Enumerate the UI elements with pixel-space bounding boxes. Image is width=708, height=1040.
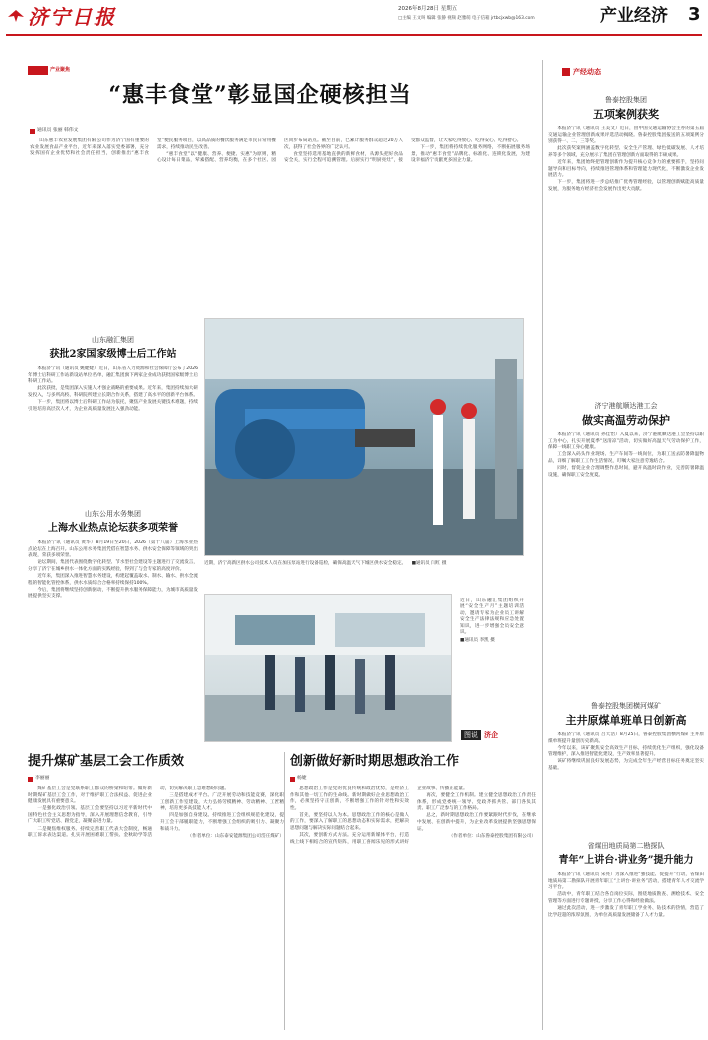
water-headline: 上海水业热点论坛获多项荣誉	[48, 523, 178, 534]
issue-date: 2026年8月28日 星期五	[398, 6, 458, 12]
rc-a1-org: 鲁泰控股集团	[605, 96, 647, 104]
training-caption	[460, 598, 524, 718]
postdoc-paragraph: 下一步，集团将以博士后科研工作站为依托，聚焦产业发展关键技术难题，持续引进培育高层次人才，为企业高质量发展注入强劲动能。	[28, 399, 198, 412]
lead-byline: 通讯员 张丽 韩伟文	[30, 128, 78, 135]
union-footer: （作者单位：山东泰安能源集团公司岱庄煤矿）	[187, 833, 284, 839]
rc-a1-headline: 五项案例获奖	[593, 108, 659, 121]
politics-paragraph: 首先，要坚持以人为本。思想政治工作的核心是做人的工作，要深入了解职工的思想动态和实际需求，把解决思想问题与解决实际问题结合起来。	[290, 812, 409, 832]
photo-column-badge: 图说	[461, 730, 481, 740]
water-org: 山东公用水务集团	[85, 510, 141, 518]
page-number: 3	[688, 4, 701, 25]
masthead-rule	[6, 34, 702, 36]
training-photo	[204, 594, 452, 742]
tag-industry-news	[562, 68, 601, 76]
lead-paragraph: “惠丰食堂”以“健康、营养、便捷、实惠”为原则，精心设计每日菜品，荤素搭配、营养均衡，在多个社区、园区同步布局站点。截至目前，已累计服务群众超过20万人次，获得了社会各界的广泛认可。	[157, 138, 403, 164]
rc-a4-body	[548, 872, 704, 1028]
water-paragraph: 论坛期间，集团代表围绕数字化转型、节水型社会建设等主题进行了交流发言，分享了济宁在城乡供水一体化方面的实践经验，得到了与会专家的高度评价。	[28, 560, 198, 572]
rc-a1-paragraph: 下一步，集团将进一步总结推广优秀管理经验，以管理创新赋能高质量发展，为服务地方经济社会发展作出更大贡献。	[548, 180, 704, 192]
postdoc-headline: 获批2家国家级博士后工作站	[49, 349, 177, 360]
lead-paragraph: 下一步，集团将持续优化服务网络，不断拓展服务场景，推动“惠丰食堂”品牌化、标准化、连锁化发展，为建设幸福济宁贡献更多国企力量。	[411, 145, 530, 164]
politics-paragraph: 其次，要创新方式方法。充分运用新媒体平台，打造线上线下相结合的宣传矩阵，用职工喜闻乐见的形式讲好企业故事、传播正能量。	[290, 786, 468, 845]
training-photo-badge	[461, 730, 498, 740]
union-paragraph: 煤矿基层工会是党联系职工群众的桥梁和纽带。做好新时期煤矿基层工会工作，对于维护职工合法权益、促进企业健康发展具有重要意义。	[28, 786, 152, 805]
training-credit: ■通讯员 李凯 摄	[460, 638, 495, 644]
postdoc-org: 山东融汇集团	[92, 336, 134, 344]
rc-a3-org: 鲁泰控股集团横河煤矿	[591, 702, 661, 710]
rc-a3-body	[548, 732, 704, 842]
rc-a1-paragraph: 本报济宁讯（通讯员 王美文）近日，由中国交通运输协会主办的第五届交通运输企业管理创新成果评选活动揭晓。鲁泰控股集团报送的五项案例分别获得一、二、三等奖。	[548, 126, 704, 145]
politics-footer: （作者单位：山东鲁泰控股集团有限公司）	[448, 833, 536, 839]
union-paragraph: 四是加强自身建设。持续推进工会组织规范化建设，提升工会干部履职能力，不断增强工会组织的吸引力、凝聚力和战斗力。	[160, 813, 284, 832]
postdoc-paragraph: 此次获批，是集团深入实施人才强企战略的重要成果。近年来，集团持续加大研发投入，与多所高校、科研院所建立长期合作关系，搭建了高水平的创新平台体系。	[28, 386, 198, 398]
water-paragraph: 本报济宁讯（通讯员 黄华）8月19日至20日，2026（第十八届）上海水业热点论坛在上海召开。山东公用水务集团凭借在智慧水务、供水安全保障等领域的突出表现，荣获多项荣誉。	[28, 540, 198, 559]
rc-a2-headline: 做实高温劳动保护	[582, 414, 670, 427]
rc-a2-paragraph: 工会深入码头作业现场、生产车间等一线岗位，为职工送去防暑降温物品，详细了解职工工作生活情况，叮嘱大家注意劳逸结合。	[548, 452, 704, 464]
lead-paragraph: 食堂坚持选用基地直供的新鲜食材，从源头把好食品安全关，实行全程可追溯管理。后厨实行“明厨亮灶”，接受群众监督，让大家吃得放心、吃得安心、吃得舒心。	[284, 138, 522, 164]
pump-station-caption-text: 近期，济宁高新区供水公司技术人员在加压泵站进行设备巡检，确保高温天气下城区供水安全稳定。	[204, 561, 407, 566]
pump-station-caption	[204, 561, 524, 567]
rc-a2-org: 济宁港航顺达港工会	[594, 402, 658, 410]
rc-a1-paragraph: 近年来，集团始终把管理创新作为提升核心竞争力的重要抓手，坚持问题导向和目标导向，持续推进管理体系和管理能力现代化，不断激发企业发展活力。	[548, 159, 704, 179]
politics-paragraph: 思想政治工作是党的优良传统和政治优势，是经济工作和其他一切工作的生命线。新时期做好企业思想政治工作，必须坚持守正创新，不断增强工作的针对性和实效性。	[290, 786, 409, 811]
water-paragraph: 近年来，集团深入推进智慧水务建设，构建起覆盖取水、制水、输水、供水全流程的智能化管控体系，供水水质综合合格率持续保持100%。	[28, 573, 198, 586]
rc-a4-org: 省煤田地质局第二勘探队	[587, 842, 665, 850]
training-caption-text: 近日，山东融汇集团组织开展“安全生产月”主题培训活动，邀请专家为企业员工讲解安全生产法律法规和应急处置知识，进一步增强全员安全意识。	[460, 598, 524, 636]
rc-a1-body	[548, 126, 704, 356]
politics-byline: 杨婕	[290, 776, 307, 783]
pump-station-credit: ■通讯员 闫红 摄	[411, 561, 447, 566]
lead-body	[30, 138, 530, 260]
water-paragraph: 今后，集团将继续坚持创新驱动，不断提升供水服务保障能力，为城市高质量发展提供坚实支撑。	[28, 587, 198, 600]
rc-a3-headline: 主井原煤单班单日创新高	[565, 714, 687, 727]
editor-line: □主编 王文叫 编辑 张静 视频 赵雅萌 电子信箱 jrtbcjxwb@163.com	[398, 16, 535, 21]
masthead	[0, 0, 708, 42]
lead-paragraph: 山东惠丰农业发展集团有限公司作为济宁国有重要的农业发展食品产业平台，近年来深入落实党委部署，充分发挥国有企业优势和社会责任担当，创新推出“惠丰食堂”便民服务项目，以高品质的餐饮服务满足市民日常用餐需求，持续推动民生改善。	[30, 138, 276, 157]
logo-mark-icon	[6, 8, 26, 24]
lead-headline: “惠丰食堂”彰显国企硬核担当	[108, 82, 412, 108]
rc-a4-paragraph: 活动中，青年职工结合各自岗位实际，围绕地质勘查、测绘技术、安全管理等方面进行专题讲授，分享工作心得和经验做法。	[548, 892, 704, 904]
newspaper-logo: 济宁日报	[28, 5, 116, 29]
rc-a4-paragraph: 通过此次活动，进一步激发了青年职工学业务、钻技术的热情，营造了比学赶超的浓厚氛围，为单位高质量发展储备了人才力量。	[548, 905, 704, 918]
column-divider	[542, 60, 543, 1030]
politics-body	[290, 786, 536, 1024]
rc-a4-headline: 青年“上讲台·讲业务”提升能力	[558, 855, 694, 866]
politics-headline: 创新做好新时期思想政治工作	[290, 754, 460, 769]
politics-paragraph: 总之，新时期思想政治工作要紧跟时代步伐，在继承中发展、在创新中提升，为企业改革发展提供坚强思想保证。	[417, 813, 536, 832]
column-divider	[284, 752, 285, 1030]
rc-a3-paragraph: 本报济宁讯（通讯员 吕天浩）8月25日，鲁泰控股集团横河煤矿主井原煤单班提升量创历史新高。	[548, 732, 704, 744]
union-paragraph: 三是搭建成才平台。广泛开展劳动和技能竞赛，深化职工创新工作室建设，大力弘扬劳模精神、劳动精神、工匠精神，培育更多高技能人才。	[160, 793, 284, 812]
union-paragraph: 二是聚焦维权服务。持续完善职工代表大会制度，畅通职工诉求表达渠道。扎实开展困难职工帮扶、金秋助学等活动，切实解决职工急难愁盼问题。	[28, 786, 229, 839]
union-headline: 提升煤矿基层工会工作质效	[28, 754, 185, 769]
tag-industry-focus-label: 产业聚焦	[50, 67, 71, 74]
rc-a1-paragraph: 此次获奖案例涵盖数字化转型、安全生产管理、绿色低碳发展、人才培养等多个领域，充分展示了集团在管理创新方面取得的丰硕成果。	[548, 146, 704, 158]
postdoc-paragraph: 本报济宁讯（通讯员 姚婕婕）近日，山东省人力资源和社会保障厅公布了2026年博士后科研工作站新设站单位名单，融汇集团旗下两家企业成功获批国家级博士后科研工作站。	[28, 366, 198, 385]
water-body	[28, 540, 198, 680]
rc-a4-paragraph: 本报济宁讯（通讯员 宋亮）为深入推进“强技能、促提升”行动，省煤田地质局第二勘探队开展青年职工“上讲台·讲业务”活动，搭建青年人才交流学习平台。	[548, 872, 704, 891]
rc-a3-paragraph: 该矿将继续巩固良好发展态势，为完成全年生产经营目标任务奠定坚实基础。	[548, 759, 704, 771]
postdoc-body	[28, 366, 198, 506]
section-title: 产业经济	[600, 6, 668, 26]
tag-industry-news-label: 产经动态	[573, 67, 601, 76]
union-byline: 李丽丽	[28, 776, 49, 783]
politics-paragraph: 再次，要健全工作机制。建立健全思想政治工作责任体系，形成党委统一领导、党政齐抓共管、部门各负其责、职工广泛参与的工作格局。	[417, 793, 536, 812]
rc-a2-paragraph: 本报济宁讯（通讯员 孙佳怡）入夏以来，济宁港航顺达港工会坚持以职工为中心，扎实开展夏季“送清凉”活动，切实做好高温天气劳动保护工作，保障一线职工身心健康。	[548, 432, 704, 451]
rc-a3-paragraph: 今年以来，该矿聚焦安全高效生产目标，持续优化生产组织，强化设备管理维护，深入推进智能化建设，生产效率显著提升。	[548, 745, 704, 758]
rc-a2-paragraph: 同时，督促企业合理调整作息时间，避开高温时段作业，完善防暑降温设施，确保职工安全度夏。	[548, 465, 704, 478]
tag-industry-focus	[28, 66, 70, 75]
photo-column-badge-2: 济企	[484, 731, 498, 739]
union-body	[28, 786, 284, 1024]
pump-station-photo	[204, 318, 524, 556]
union-paragraph: 一是强化政治引领。基层工会要坚持以习近平新时代中国特色社会主义思想为指导，深入开展理想信念教育，引导广大职工听党话、跟党走，凝聚奋进力量。	[28, 806, 152, 825]
rc-a2-body	[548, 432, 704, 682]
